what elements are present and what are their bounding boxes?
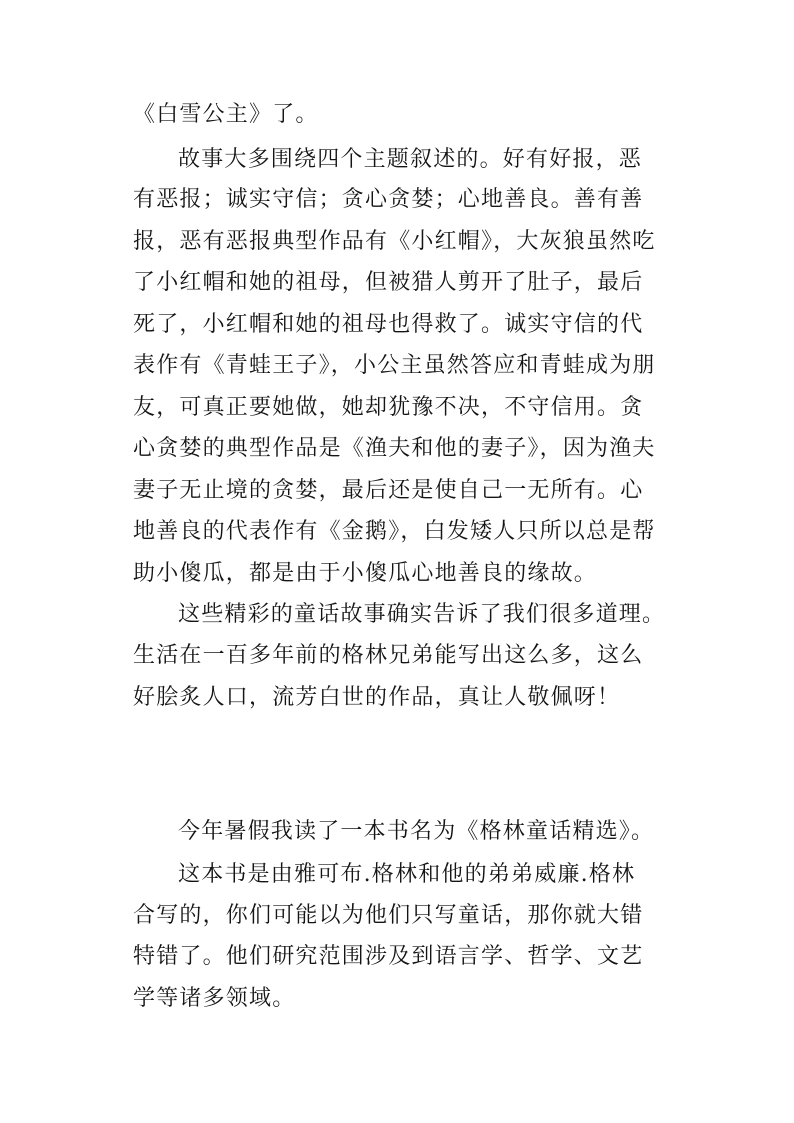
text-line: 妻子无止境的贪婪，最后还是使自己一无所有。心 <box>133 478 644 503</box>
text-line: 助小傻瓜，都是由于小傻瓜心地善良的缘故。 <box>133 561 598 586</box>
text-line: 故事大多围绕四个主题叙述的。好有好报，恶 <box>178 147 643 172</box>
text-line: 了小红帽和她的祖母，但被猎人剪开了肚子，最后 <box>133 270 644 295</box>
text-line: 这本书是由雅可布.格林和他的弟弟威廉.格林 <box>178 862 636 887</box>
text-line: 《白雪公主》了。 <box>133 102 319 127</box>
text-line: 这些精彩的童话故事确实告诉了我们很多道理。 <box>178 602 666 627</box>
text-line: 生活在一百多年前的格林兄弟能写出这么多，这么 <box>133 643 644 668</box>
text-line: 有恶报；诚实守信；贪心贪婪；心地善良。善有善 <box>133 187 644 212</box>
text-line: 今年暑假我读了一本书名为《格林童话精选》。 <box>178 819 655 844</box>
text-line: 友，可真正要她做，她却犹豫不决，不守信用。贪 <box>133 395 644 420</box>
text-line: 报，恶有恶报典型作品有《小红帽》，大灰狼虽然吃 <box>133 229 656 254</box>
text-line: 表作有《青蛙王子》，小公主虽然答应和青蛙成为朋 <box>133 353 656 378</box>
text-line: 心贪婪的典型作品是《渔夫和他的妻子》，因为渔夫 <box>133 436 656 461</box>
text-line: 地善良的代表作有《金鹅》，白发矮人只所以总是帮 <box>133 519 656 544</box>
text-line: 学等诸多领域。 <box>133 986 296 1011</box>
text-line: 合写的，你们可能以为他们只写童话，那你就大错 <box>133 903 644 928</box>
text-line: 死了，小红帽和她的祖母也得救了。诚实守信的代 <box>133 312 644 337</box>
text-line: 特错了。他们研究范围涉及到语言学、哲学、文艺 <box>133 944 644 969</box>
text-line: 好脍炙人口，流芳白世的作品，真让人敬佩呀！ <box>133 685 621 710</box>
